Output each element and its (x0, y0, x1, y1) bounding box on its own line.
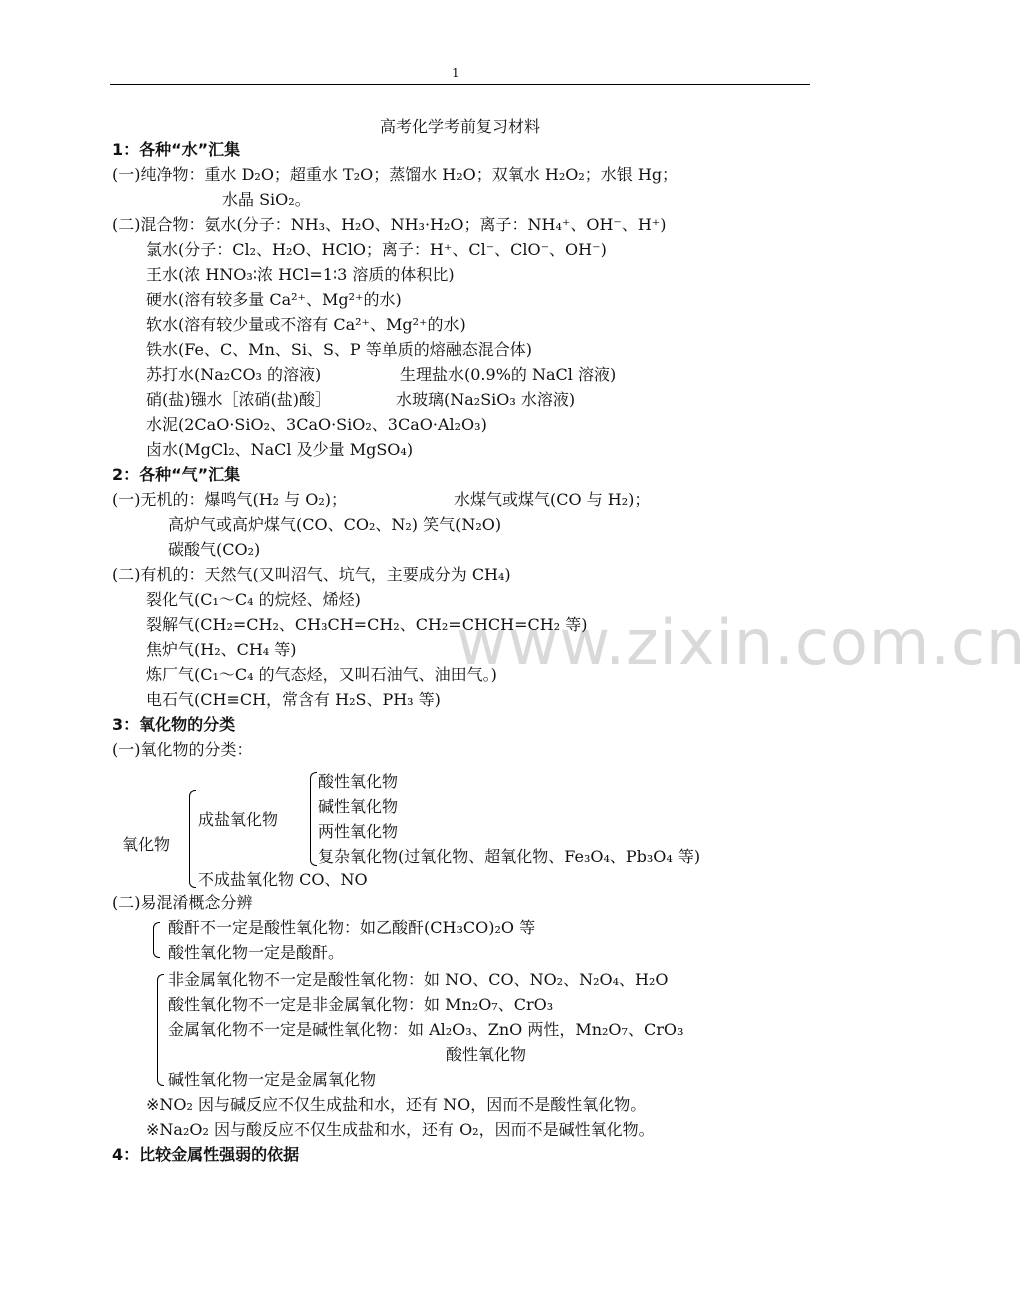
text-line: 电石气(CH≡CH，常含有 H₂S、PH₃ 等) (146, 690, 441, 709)
text-line: 卤水(MgCl₂、NaCl 及少量 MgSO₄) (146, 440, 414, 459)
text-line: (二)易混淆概念分辨 (112, 893, 253, 912)
document-title: 高考化学考前复习材料 (379, 117, 540, 136)
text-line: 炼厂气(C₁～C₄ 的气态烃，又叫石油气、油田气。) (146, 665, 497, 684)
text-line: 焦炉气(H₂、CH₄ 等) (146, 640, 297, 659)
text-line: 氯水(分子：Cl₂、H₂O、HClO；离子：H⁺、Cl⁻、ClO⁻、OH⁻) (146, 240, 607, 259)
text-line: 金属氧化物不一定是碱性氧化物：如 Al₂O₃、ZnO 两性，Mn₂O₇、CrO₃ (168, 1020, 684, 1039)
text-line: (一)无机的：爆鸣气(H₂ 与 O₂)； (112, 490, 348, 509)
text-line: 酸性氧化物 (446, 1045, 527, 1064)
text-line: (一)纯净物：重水 D₂O；超重水 T₂O；蒸馏水 H₂O；双氧水 H₂O₂；水银 Hg； (112, 165, 679, 184)
text-line: 裂解气(CH₂=CH₂、CH₃CH=CH₂、CH₂=CHCH=CH₂ 等) (146, 615, 588, 634)
text-line: 苏打水(Na₂CO₃ 的溶液) (146, 365, 322, 384)
header-rule (110, 84, 810, 85)
brace-bracket (189, 796, 190, 882)
text-line: 王水(浓 HNO₃∶浓 HCl=1∶3 溶质的体积比) (146, 265, 455, 284)
text-line: (一)氧化物的分类： (112, 740, 253, 759)
text-line: 酸性氧化物不一定是非金属氧化物：如 Mn₂O₇、CrO₃ (168, 995, 554, 1014)
text-line: 酸酐不一定是酸性氧化物：如乙酸酐(CH₃CO)₂O 等 (168, 918, 536, 937)
text-line: 硬水(溶有较多量 Ca²⁺、Mg²⁺的水) (146, 290, 402, 309)
section-heading-gas: 2：各种“气”汇集 (112, 465, 241, 484)
tree-node: 复杂氧化物(过氧化物、超氧化物、Fe₃O₄、Pb₃O₄ 等) (318, 847, 701, 866)
tree-node: 酸性氧化物 (318, 772, 399, 791)
note-line: ※Na₂O₂ 因与酸反应不仅生成盐和水，还有 O₂，因而不是碱性氧化物。 (146, 1120, 655, 1139)
text-line: 碳酸气(CO₂) (168, 540, 261, 559)
text-line: 硝(盐)镪水［浓硝(盐)酸］ (146, 390, 331, 409)
text-line: (二)混合物：氨水(分子：NH₃、H₂O、NH₃·H₂O；离子：NH₄⁺、OH⁻、H⁺) (112, 215, 667, 234)
brace-bracket (153, 928, 154, 952)
brace-bracket (157, 980, 158, 1080)
text-line: 非金属氧化物不一定是酸性氧化物：如 NO、CO、NO₂、N₂O₄、H₂O (168, 970, 669, 989)
brace-bracket (310, 778, 311, 860)
text-line: 水煤气或煤气(CO 与 H₂)； (454, 490, 651, 509)
text-line: 软水(溶有较少量或不溶有 Ca²⁺、Mg²⁺的水) (146, 315, 466, 334)
text-line: 水晶 SiO₂。 (222, 190, 311, 209)
text-line: 水泥(2CaO·SiO₂、3CaO·SiO₂、3CaO·Al₂O₃) (146, 415, 487, 434)
text-line: 生理盐水(0.9%的 NaCl 溶液) (400, 365, 617, 384)
text-line: (二)有机的：天然气(又叫沼气、坑气，主要成分为 CH₄) (112, 565, 511, 584)
section-heading-oxide: 3：氧化物的分类 (112, 715, 236, 734)
watermark: www.zixin.com.cn (456, 606, 1026, 679)
text-line: 碱性氧化物一定是金属氧化物 (168, 1070, 377, 1089)
tree-node: 成盐氧化物 (198, 810, 279, 829)
text-line: 铁水(Fe、C、Mn、Si、S、P 等单质的熔融态混合体) (146, 340, 533, 359)
section-heading-water: 1：各种“水”汇集 (112, 140, 241, 159)
section-heading-metal: 4：比较金属性强弱的依据 (112, 1145, 300, 1164)
text-line: 裂化气(C₁～C₄ 的烷烃、烯烃) (146, 590, 361, 609)
tree-node: 碱性氧化物 (318, 797, 399, 816)
text-line: 高炉气或高炉煤气(CO、CO₂、N₂) 笑气(N₂O) (168, 515, 502, 534)
note-line: ※NO₂ 因与碱反应不仅生成盐和水，还有 NO，因而不是酸性氧化物。 (146, 1095, 647, 1114)
page-number: 1 (452, 66, 460, 80)
tree-root: 氧化物 (122, 835, 171, 854)
text-line: 酸性氧化物一定是酸酐。 (168, 943, 345, 962)
tree-node: 两性氧化物 (318, 822, 399, 841)
text-line: 水玻璃(Na₂SiO₃ 水溶液) (396, 390, 576, 409)
tree-node: 不成盐氧化物 CO、NO (198, 870, 368, 889)
